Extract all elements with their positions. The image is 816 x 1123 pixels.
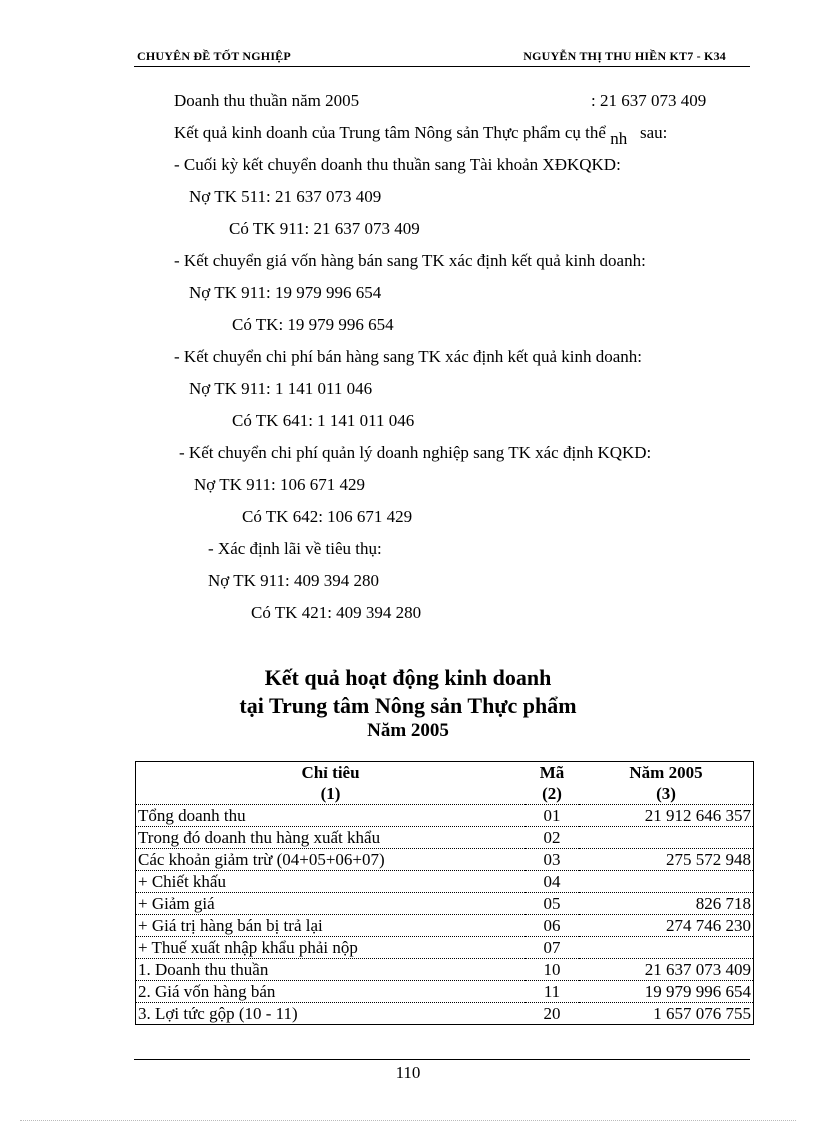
row-label: Các khoản giảm trừ (04+05+06+07) — [136, 849, 526, 871]
entry-line: Có TK 421: 409 394 280 — [251, 603, 422, 622]
page-number: 110 — [395, 1063, 421, 1082]
row-value: 1 657 076 755 — [653, 1004, 751, 1023]
table-subheader-row — [136, 783, 754, 805]
intro-end: sau: — [639, 123, 668, 142]
entry-line: - Kết chuyển chi phí quản lý doanh nghiệp sang TK xác định KQKD: — [179, 443, 652, 462]
intro-nh: nh — [610, 129, 628, 148]
entry-line: Có TK 641: 1 141 011 046 — [232, 411, 415, 430]
row-value — [579, 871, 754, 893]
row-label: + Thuế xuất nhập khẩu phải nộp — [136, 937, 526, 959]
table-row — [136, 827, 754, 849]
row-label: 2. Giá vốn hàng bán — [136, 981, 526, 1003]
report-title-year: Năm 2005 — [367, 720, 449, 741]
row-label: 1. Doanh thu thuần — [136, 959, 526, 981]
row-code: 11 — [525, 981, 579, 1003]
entry-line: Có TK: 19 979 996 654 — [232, 315, 394, 334]
revenue-label: Doanh thu thuần năm 2005 — [174, 91, 360, 110]
table-row — [136, 959, 754, 981]
footer-rule — [134, 1059, 750, 1060]
intro-line — [174, 123, 668, 148]
row-value: 21 637 073 409 — [579, 959, 754, 981]
table-row — [136, 937, 754, 959]
entry-line: Nợ TK 911: 19 979 996 654 — [189, 283, 382, 302]
row-value — [579, 827, 754, 849]
row-label: Tổng doanh thu — [136, 805, 526, 827]
table-row — [136, 893, 754, 915]
entry-line: Có TK 642: 106 671 429 — [242, 507, 413, 526]
table-row — [136, 981, 754, 1003]
row-code: 06 — [525, 915, 579, 937]
entry-line: Nợ TK 911: 409 394 280 — [208, 571, 379, 590]
row-code: 03 — [525, 849, 579, 871]
entry-line: Nợ TK 511: 21 637 073 409 — [189, 187, 382, 206]
row-code: 04 — [525, 871, 579, 893]
entry-line: - Kết chuyển giá vốn hàng bán sang TK xác định kết quả kinh doanh: — [174, 251, 646, 270]
row-value: 19 979 996 654 — [579, 981, 754, 1003]
col-sub-1: (1) — [136, 783, 526, 805]
row-code: 07 — [525, 937, 579, 959]
row-label: + Chiết khấu — [136, 871, 526, 893]
row-value: 274 746 230 — [579, 915, 754, 937]
entry-line: Nợ TK 911: 1 141 011 046 — [189, 379, 373, 398]
row-label: + Giảm giá — [136, 893, 526, 915]
header-right: NGUYỄN THỊ THU HIỀN KT7 - K34 — [523, 49, 726, 63]
col-sub-3: (3) — [579, 783, 754, 805]
intro-text: Kết quả kinh doanh của Trung tâm Nông sản Thực phẩm cụ thể — [174, 123, 606, 142]
col-header-year: Năm 2005 — [629, 763, 703, 782]
header-rule — [134, 66, 750, 67]
report-title-line2: tại Trung tâm Nông sản Thực phẩm — [239, 693, 577, 718]
row-value: 21 912 646 357 — [579, 805, 754, 827]
entry-line: - Kết chuyển chi phí bán hàng sang TK xác định kết quả kinh doanh: — [174, 347, 643, 366]
report-title-line1: Kết quả hoạt động kinh doanh — [264, 665, 552, 690]
col-header-code: Mã — [539, 763, 565, 782]
row-code: 10 — [525, 959, 579, 981]
header-left: CHUYÊN ĐỀ TỐT NGHIỆP — [137, 49, 291, 63]
results-table — [135, 761, 754, 1025]
row-code: 05 — [525, 893, 579, 915]
row-value — [579, 937, 754, 959]
revenue-value: : 21 637 073 409 — [591, 91, 707, 110]
row-value: 826 718 — [579, 893, 754, 915]
col-header-indicator: Chỉ tiêu — [301, 763, 360, 782]
entry-line: - Cuối kỳ kết chuyển doanh thu thuần sang Tài khoản XĐKQKD: — [174, 155, 621, 174]
entry-line: - Xác định lãi về tiêu thụ: — [208, 539, 382, 558]
row-code: 02 — [525, 827, 579, 849]
table-row — [136, 805, 754, 827]
row-code: 01 — [525, 805, 579, 827]
table-row — [136, 849, 754, 871]
table-row — [136, 1003, 754, 1025]
row-label: Trong đó doanh thu hàng xuất khẩu — [136, 827, 526, 849]
table-header-row — [136, 762, 754, 784]
col-sub-2: (2) — [525, 783, 579, 805]
row-code: 20 — [543, 1004, 561, 1023]
row-value: 275 572 948 — [579, 849, 754, 871]
row-label: 3. Lợi tức gộp (10 - 11) — [138, 1004, 298, 1023]
table-row — [136, 871, 754, 893]
page-bottom-border — [20, 1120, 796, 1121]
row-label: + Giá trị hàng bán bị trả lại — [136, 915, 526, 937]
table-row — [136, 915, 754, 937]
entry-line: Nợ TK 911: 106 671 429 — [194, 475, 365, 494]
entry-line: Có TK 911: 21 637 073 409 — [229, 219, 420, 238]
